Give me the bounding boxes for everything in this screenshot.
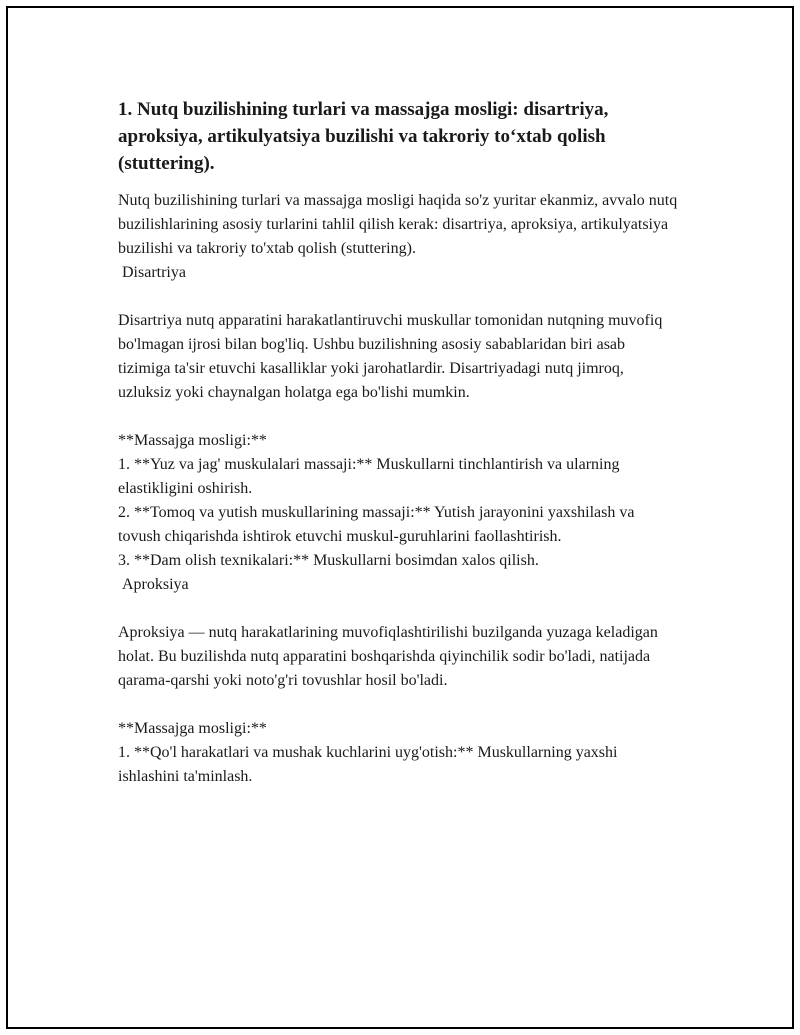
list-item: 2. **Tomoq va yutish muskullarining massaji:** Yutish jarayonini yaxshilash va tovush chiqarishda ishtirok etuvchi muskul-guruhlarini faollashtirish. <box>118 504 635 545</box>
section-heading-disartriya: Disartriya <box>122 264 186 281</box>
section-description-disartriya: Disartriya nutq apparatini harakatlantiruvchi muskullar tomonidan nutqning muvofiq bo'lmagan ijrosi bilan bog'liq. Ushbu buzilishning asosiy sabablaridan biri asab tizimiga ta'sir etuvchi kasalliklar yoki jarohatlardir. Disartriyadagi nutq jimroq, uzluksiz yoki chaynalgan holatga ega bo'lishi mumkin. <box>118 312 663 401</box>
suitability-label-aproksiya: **Massajga mosligi:** <box>118 720 267 737</box>
document-body <box>118 96 678 789</box>
suitability-label-disartriya: **Massajga mosligi:** <box>118 432 267 449</box>
document-title: 1. Nutq buzilishining turlari va massajga mosligi: disartriya, aproksiya, artikulyatsiya buzilishi va takroriy to‘xtab qolish (stuttering). <box>118 99 609 174</box>
suitability-list-aproksiya <box>118 741 678 789</box>
list-item: 1. **Qo'l harakatlari va mushak kuchlarini uyg'otish:** Muskullarning yaxshi ishlashini ta'minlash. <box>118 744 618 785</box>
list-item: 1. **Yuz va jag' muskulalari massaji:** Muskullarni tinchlantirish va ularning elastikligini oshirish. <box>118 456 620 497</box>
section-description-aproksiya: Aproksiya — nutq harakatlarining muvofiqlashtirilishi buzilganda yuzaga keladigan holat. Bu buzilishda nutq apparatini boshqarishda qiyinchilik sodir bo'ladi, natijada qarama-qarshi yoki noto'g'ri tovushlar hosil bo'ladi. <box>118 624 658 689</box>
suitability-list-disartriya <box>118 453 678 573</box>
intro-paragraph: Nutq buzilishining turlari va massajga mosligi haqida so'z yuritar ekanmiz, avvalo nutq buzilishlarining asosiy turlarini tahlil qilish kerak: disartriya, aproksiya, artikulyatsiya buzilishi va takroriy to'xtab qolish (stuttering). <box>118 192 678 257</box>
section-heading-aproksiya: Aproksiya <box>122 576 189 593</box>
list-item: 3. **Dam olish texnikalari:** Muskullarni bosimdan xalos qilish. <box>118 552 539 569</box>
